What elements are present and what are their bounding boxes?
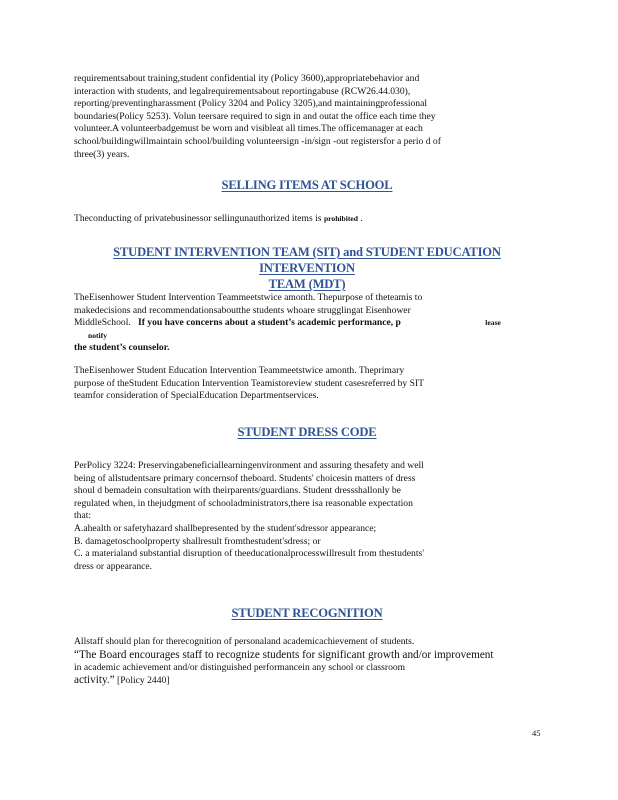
section-heading-dress-code <box>74 425 540 440</box>
text-line: makedecisions and recommendationsaboutthe students whoare strugglingat Eisenhower <box>74 304 411 316</box>
volunteer-requirements-paragraph <box>74 73 518 161</box>
text-line: volunteer.A volunteerbadgemust be worn and visibleat all times.The officemanager at each <box>74 123 423 135</box>
text-line: shoul d bemadein consultation with theirparents/guardians. Student dressshallonly be <box>74 485 401 497</box>
text-line <box>74 213 518 226</box>
recognition-paragraph <box>74 636 518 688</box>
section-heading-selling <box>74 178 540 193</box>
heading-text: STUDENT RECOGNITION <box>231 606 383 620</box>
text-line: being of allstudentsare primary concernsof theboard. Students' choicesin matters of dress <box>74 472 416 484</box>
text-line: purpose of theStudent Education Intervention Teamistoreview student casesreferred by SIT <box>74 377 425 389</box>
dress-code-paragraph <box>74 460 518 573</box>
text-line: regulated when, in thejudgment of schooladministrators,there isa reasonable expectation <box>74 497 413 509</box>
quote-end: activity.” <box>74 674 115 687</box>
selling-end: . <box>360 213 363 224</box>
text-line: TheEisenhower Student Intervention Teammeetstwice amonth. Thepurpose of theteamis to <box>74 292 423 303</box>
text-line: requirementsabout training,student confidential ity (Policy 3600),appropriatebehavior and <box>74 73 420 84</box>
text-line: “The Board encourages staff to recognize students for significant growth and/or improvement <box>74 648 494 661</box>
heading-text: STUDENT INTERVENTION TEAM (SIT) and STUDENT EDUCATION INTERVENTION <box>113 245 501 275</box>
text-line <box>74 674 518 688</box>
text-line: the student’s counselor. <box>74 342 170 354</box>
text-line: dress or appearance. <box>74 560 153 572</box>
sei-paragraph <box>74 365 518 403</box>
prohibited-emphasis: prohibited <box>323 214 358 223</box>
section-heading-recognition <box>74 606 540 621</box>
selling-text: Theconducting of privatebusinessor sellingunauthorized items is <box>74 213 322 224</box>
section-heading-sit <box>74 244 540 292</box>
text-span: lease <box>485 318 501 328</box>
text-line: PerPolicy 3224: Preservingabeneficiallearningenvironment and assuring thesafety and well <box>74 460 424 471</box>
concerns-emphasis: If you have concerns about a student’s academic performance, p <box>137 317 401 329</box>
page-number: 45 <box>532 728 541 738</box>
text-line: three(3) years. <box>74 148 130 160</box>
text-line: B. damagetoschoolproperty shallresult fromthestudent'sdress; or <box>74 535 321 547</box>
sit-paragraph <box>74 292 518 355</box>
text-line: interaction with students, and legalrequirementsabout reportingabuse (RCW26.44.030), <box>74 85 411 97</box>
text-line: that: <box>74 510 92 522</box>
selling-paragraph <box>74 213 518 226</box>
text-line: C. a materialand substantial disruption of theeducationalprocesswillresult from thestudents' <box>74 548 424 560</box>
text-line: teamfor consideration of SpecialEducation Departmentservices. <box>74 390 319 402</box>
text-line: Allstaff should plan for therecognition of personaland academicachievement of students. <box>74 636 415 647</box>
text-line: school/buildingwillmaintain school/building volunteersign -in/sign -out registersfor a perio d of <box>74 135 441 147</box>
text-span: notify <box>88 330 107 340</box>
text-line: boundaries(Policy 5253). Volun teersare required to sign in and outat the office each time they <box>74 110 436 122</box>
text-line: A.ahealth or safetyhazard shallbepresented by the student'sdressor appearance; <box>74 522 377 534</box>
text-line: reporting/preventingharassment (Policy 3204 and Policy 3205),and maintainingprofessional <box>74 98 428 110</box>
heading-text: TEAM (MDT) <box>268 277 346 291</box>
text-span: MiddleSchool. <box>74 317 131 329</box>
heading-text: STUDENT DRESS CODE <box>237 425 377 439</box>
text-line: in academic achievement and/or distinguished performancein any school or classroom <box>74 661 406 673</box>
text-line <box>74 317 518 342</box>
text-line: TheEisenhower Student Education Intervention Teammeetstwice amonth. Theprimary <box>74 365 405 376</box>
policy-reference: [Policy 2440] <box>117 675 170 687</box>
heading-text: SELLING ITEMS AT SCHOOL <box>221 178 393 192</box>
